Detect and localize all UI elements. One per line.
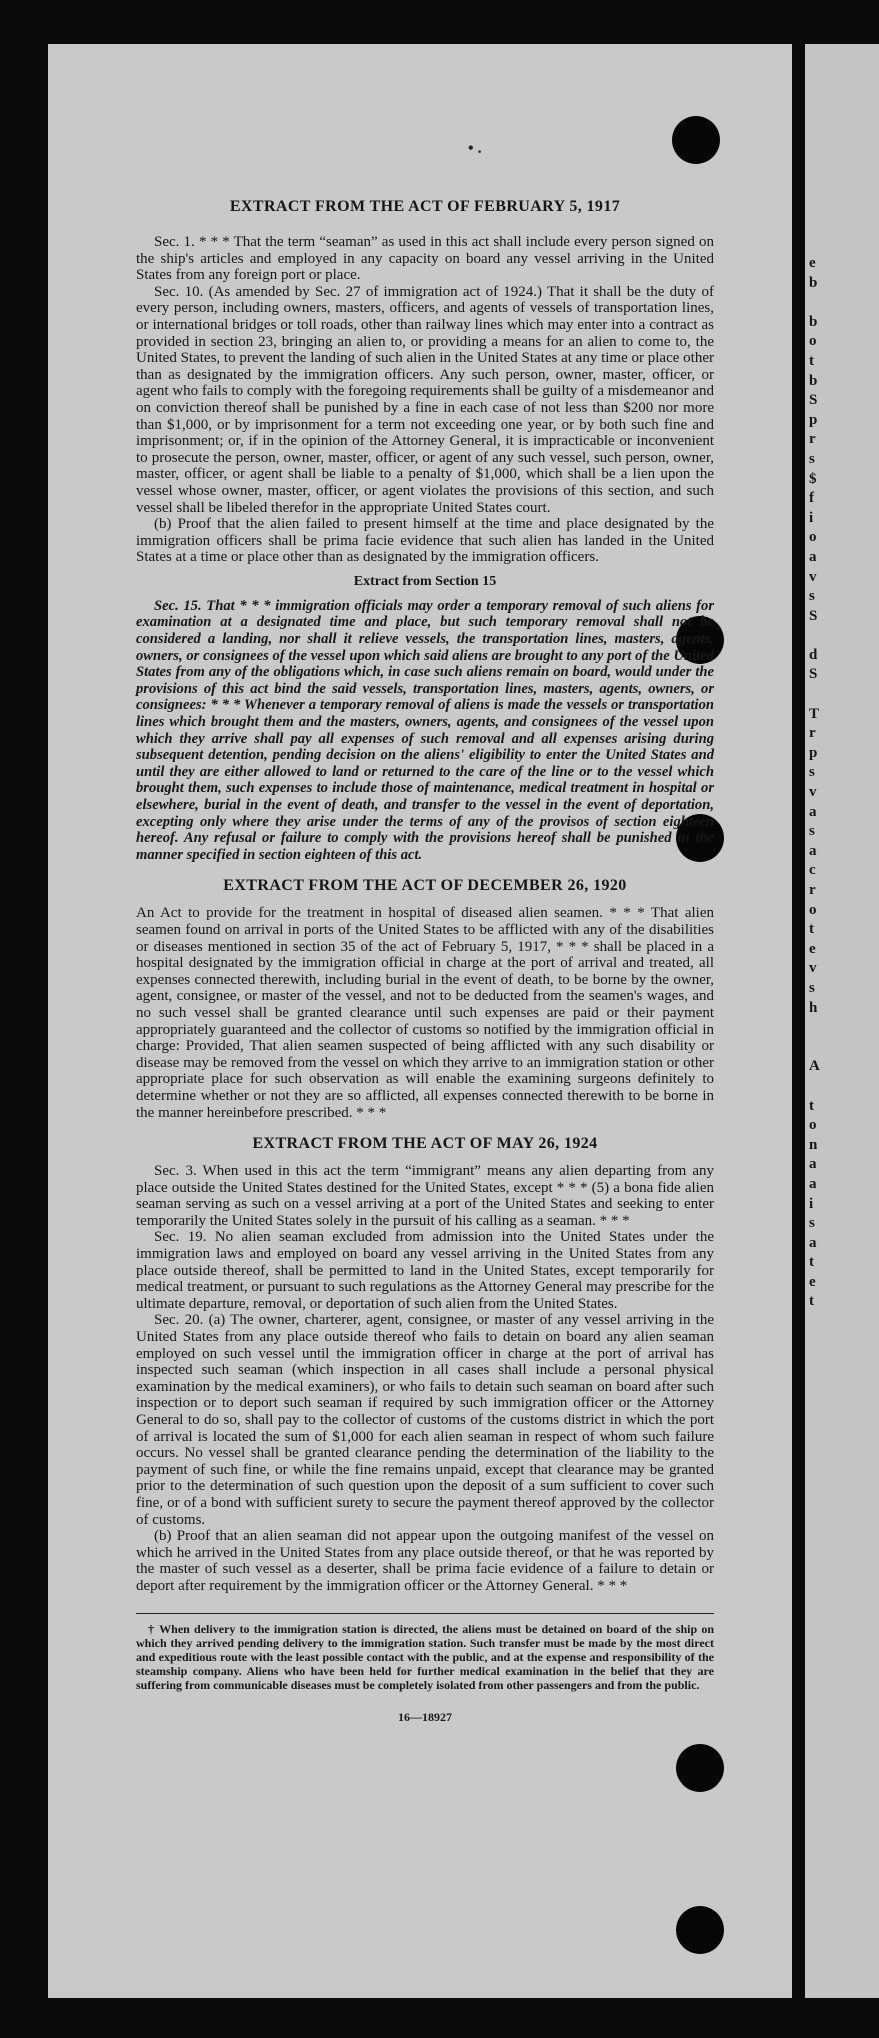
paragraph-sec-10-b: (b) Proof that the alien failed to present himself at the time and place designated by the immigration officers shall be prima facie evidence that such alien has landed in the United States at a time or place other than as designated by the immigration officers. — [136, 516, 714, 566]
folio-number: 16—18927 — [398, 1709, 452, 1724]
paragraph-sec-20-b: (b) Proof that an alien seaman did not appear upon the outgoing manifest of the vessel on which he arrived in the United States from any place outside thereof, or that he was reported by the master of such vessel as a deserter, shall be prima facie evidence of a failure to detain or deport after requirement by the immigration officer or the Attorney General. * * * — [136, 1528, 714, 1594]
adjacent-page-margin-text: e b b o t b S p r s $ f i o a v s S d S T r p s v a s a c r o t e v s h A t o n a a i s a t e t — [809, 255, 820, 1310]
paragraph-sec-1: Sec. 1. * * * That the term “seaman” as used in this act shall include every person signed on the ship's articles and employed in any capacity on board any vessel arriving in the United States from any foreign port or place. — [136, 234, 714, 284]
paragraph-act-1920: An Act to provide for the treatment in hospital of diseased alien seamen. * * * That alien seamen found on arrival in ports of the United States to be afflicted with any of the disabilities or diseases mentioned in section 35 of the act of February 5, 1917, * * * shall be placed in a hospital designated by the immigration official in charge at the port of arrival and treated, all expenses connected therewith, including burial in the event of death, to be borne by the owner, agent, consignee, or master of the vessel, and not to be deducted from the seamen's wages, and no such vessel shall be granted clearance until such expenses are paid or their payment appropriately guaranteed and the collector of customs so notified by the immigration official in charge: Provided, That alien seamen suspected of being afflicted with any such disability or disease may be removed from the vessel on which they arrive to an immigration station or other appropriate place for such observation as will enable the examining surgeons definitely to determine whether or not they are so afflicted, all expenses connected therewith to be borne in the manner hereinbefore prescribed. * * * — [136, 905, 714, 1121]
paragraph-sec-3: Sec. 3. When used in this act the term “immigrant” means any alien departing from any place outside the United States destined for the United States, except * * * (5) a bona fide alien seaman serving as such on a vessel arriving at a port of the United States and seeking to enter temporarily the United States solely in the pursuit of his calling as a seaman. * * * — [136, 1163, 714, 1229]
subheading-section-15: Extract from Section 15 — [353, 573, 497, 589]
document-body — [136, 198, 714, 1725]
heading-act-1924: EXTRACT FROM THE ACT OF MAY 26, 1924 — [252, 1135, 598, 1153]
binder-hole-top — [672, 116, 720, 164]
paragraph-sec-15: Sec. 15. That * * * immigration officials may order a temporary removal of such aliens for examination at a designated time and place, but such temporary removal shall not be considered a landing, nor shall it relieve vessels, the transportation lines, masters, agents, owners, or consignees of the vessel upon which said aliens are brought to any port of the United States from any of the obligations which, in case such aliens remain on board, would under the provisions of this act bind the said vessels, transportation lines, masters, agents, owners, or consignees: * * * Whenever a temporary removal of aliens is made the vessels or transportation lines which brought them and the masters, owners, agents, and consignees of the vessel upon which they arrive shall pay all expenses of such removal and all expenses arising during subsequent detention, pending decision on the aliens' eligibility to enter the United States and until they are either allowed to land or returned to the care of the line or to the vessel which brought them, such expenses to include those of maintenance, medical treatment in hospital or elsewhere, burial in the event of death, and transfer to the vessel in the event of deportation, excepting only where they arise under the terms of any of the provisos of section eighteen hereof. Any refusal or failure to comply with the provisions hereof shall be punished in the manner specified in section eighteen of this act. — [136, 597, 714, 863]
footnote-divider — [136, 1613, 714, 1614]
binder-hole-bottom — [676, 1906, 724, 1954]
paragraph-sec-19: Sec. 19. No alien seaman excluded from admission into the United States under the immigration laws and employed on board any vessel arriving in the United States from any place outside thereof, shall be permitted to land in the United States, except temporarily for medical treatment, or pursuant to such regulations as the Attorney General may prescribe for the ultimate departure, removal, or deportation of such alien from the United States. — [136, 1229, 714, 1312]
adjacent-page-edge — [805, 44, 879, 1998]
heading-act-1917: EXTRACT FROM THE ACT OF FEBRUARY 5, 1917 — [229, 198, 621, 215]
paragraph-sec-20-a: Sec. 20. (a) The owner, charterer, agent, consignee, or master of any vessel arriving in the United States from any place outside thereof who fails to detain on board any alien seaman employed on such vessel until the immigration officer in charge at the port of arrival has inspected such seaman (which inspection in all cases shall include a personal physical examination by the medical examiners), or who fails to detain such seaman on board after such inspection or to deport such seaman if required by such immigration officer or the Attorney General to do so, shall pay to the collector of customs of the customs district in which the port of arrival is located the sum of $1,000 for each alien seaman in respect of whom such failure occurs. No vessel shall be granted clearance pending the determination of the liability to the payment of such fine, or while the fine remains unpaid, except that clearance may be granted prior to the determination of such question upon the deposit of a sum sufficient to cover such fine, or of a bond with sufficient surety to secure the payment thereof approved by the collector of customs. — [136, 1312, 714, 1528]
heading-act-1920: EXTRACT FROM THE ACT OF DECEMBER 26, 1920 — [223, 877, 627, 895]
page-mark: • . — [468, 140, 482, 157]
binder-hole-lower — [676, 1744, 724, 1792]
footnote: † When delivery to the immigration station is directed, the aliens must be detained on board of the ship on which they arrived pending delivery to the immigration station. Such transfer must be made by the most direct and expeditious route with the least possible contact with the public, and at the expense and responsibility of the steamship company. Aliens who have been held for further medical examination in the belief that they are suffering from communicable diseases must be completely isolated from other passengers and from the public. — [136, 1621, 714, 1692]
paragraph-sec-10: Sec. 10. (As amended by Sec. 27 of immigration act of 1924.) That it shall be the duty of every person, including owners, masters, officers, and agents of vessels of transportation lines, or international bridges or toll roads, other than railway lines which may enter into a contract as provided in section 23, bringing an alien to, or providing a means for an alien to come to, the United States, to prevent the landing of such alien in the United States at any time or place other than as designated by the immigration officers. Any such person, owner, master, officer, or agent who fails to comply with the foregoing requirements shall be guilty of a misdemeanor and on conviction thereof shall be punished by a fine in each case of not less than $200 nor more than $1,000, or by imprisonment for a term not exceeding one year, or by both such fine and imprisonment; or, if in the opinion of the Attorney General, it is impracticable or inconvenient to prosecute the person, owner, master, officer, or agent of any such vessel, such person, owner, master, officer, or agent shall be liable to a penalty of $1,000, which shall be a lien upon the vessel whose owner, master, officer, or agent violates the provisions of this section, and such vessel shall be libeled therefor in the appropriate United States court. — [136, 283, 714, 516]
